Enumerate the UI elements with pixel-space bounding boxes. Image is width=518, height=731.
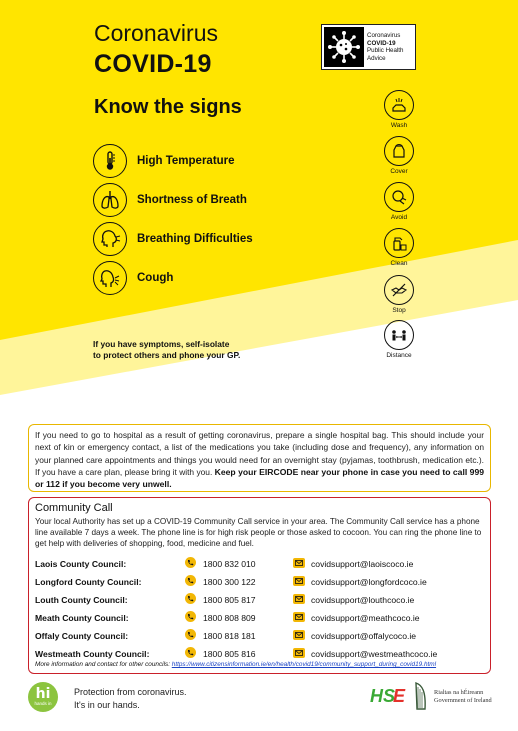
head-breathing-icon [93, 222, 127, 256]
council-email[interactable]: covidsupport@westmeathcoco.ie [311, 649, 438, 659]
sign-label: High Temperature [137, 155, 235, 167]
council-name: Louth County Council: [35, 595, 128, 605]
council-name: Meath County Council: [35, 613, 129, 623]
sign-shortness-of-breath [93, 183, 247, 217]
prevention-cover [383, 136, 415, 175]
prevention-distance [383, 320, 415, 359]
government-of-ireland-logo [414, 681, 492, 711]
gov-text [434, 689, 492, 704]
council-email[interactable]: covidsupport@louthcoco.ie [311, 595, 415, 605]
citizens-info-link[interactable]: https://www.citizensinformation.ie/en/health/covid19/community_support_during_covid19.html [171, 661, 437, 668]
page-title-line1: Coronavirus [94, 20, 218, 46]
sign-breathing-difficulties [93, 222, 253, 256]
badge-text [367, 32, 403, 62]
no-handshake-icon [384, 275, 414, 305]
prevention-stop [383, 275, 415, 314]
page-title-line2: COVID-19 [94, 50, 212, 78]
thermometer-icon [93, 144, 127, 178]
avoid-touch-icon [384, 182, 414, 212]
sign-label: Shortness of Breath [137, 194, 247, 206]
prevention-wash [383, 90, 415, 129]
badge-line2: COVID-19 [367, 39, 396, 47]
badge-line1: Coronavirus [367, 32, 401, 39]
prevention-label: Cover [390, 168, 408, 175]
svg-text:S: S [383, 686, 396, 706]
council-email[interactable]: covidsupport@meathcoco.ie [311, 613, 420, 623]
community-call-heading: Community Call [35, 502, 113, 514]
sign-high-temperature [93, 144, 235, 178]
slogan-line2: It's in our hands. [74, 699, 140, 710]
advice-line2: to protect others and phone your GP. [93, 350, 241, 360]
sign-label: Cough [137, 272, 174, 284]
email-icon [293, 558, 305, 568]
gov-line2: Government of Ireland [434, 696, 492, 704]
phone-icon [185, 629, 196, 640]
council-phone[interactable]: 1800 832 010 [203, 559, 256, 569]
council-name: Longford County Council: [35, 577, 142, 587]
hand-wash-icon [384, 90, 414, 120]
prevention-label: Stop [392, 307, 406, 314]
hse-logo [368, 680, 406, 715]
advice-line1: If you have symptoms, self-isolate [93, 339, 230, 349]
hi-logo-mark: hi [35, 686, 51, 702]
council-phone[interactable]: 1800 805 817 [203, 595, 256, 605]
email-icon [293, 612, 305, 622]
email-icon [293, 630, 305, 640]
council-row [35, 575, 485, 591]
more-info-prefix: More information and contact for other councils: [35, 661, 172, 668]
gov-line1: Rialtas na hÉireann [434, 689, 484, 696]
sign-cough [93, 261, 173, 295]
email-icon [293, 648, 305, 658]
public-health-badge [321, 24, 416, 70]
more-info [35, 661, 436, 668]
council-phone[interactable]: 1800 818 181 [203, 631, 256, 641]
cover-cough-icon [384, 136, 414, 166]
prevention-clean [383, 228, 415, 267]
phone-icon [185, 575, 196, 586]
spray-clean-icon [384, 228, 414, 258]
council-email[interactable]: covidsupport@laoiscoco.ie [311, 559, 414, 569]
harp-icon [414, 681, 428, 711]
council-phone[interactable]: 1800 300 122 [203, 577, 256, 587]
community-call-text: Your local Authority has set up a COVID-19 Community Call service in your area. The Community Call service has a phone line available 7 days a week. The phone line is for high risk people or those asked to cocoon. You can ring the phone line to get help with deliveries of shopping, food, medicine and fuel. [35, 517, 482, 548]
council-email[interactable]: covidsupport@offalycoco.ie [311, 631, 417, 641]
self-isolate-advice [93, 339, 240, 361]
council-email[interactable]: covidsupport@longfordcoco.ie [311, 577, 427, 587]
slogan-line1: Protection from coronavirus. [74, 687, 187, 697]
email-icon [293, 594, 305, 604]
phone-icon [185, 611, 196, 622]
eircode-advice: Keep your EIRCODE near your phone in case you need to call 999 or 112 if you become very unwell. [35, 466, 484, 490]
cough-icon [93, 261, 127, 295]
prevention-label: Distance [386, 352, 412, 359]
email-icon [293, 576, 305, 586]
sign-label: Breathing Difficulties [137, 233, 253, 245]
council-name: Offaly County Council: [35, 631, 129, 641]
lungs-icon [93, 183, 127, 217]
svg-text:H: H [370, 686, 383, 706]
phone-icon [185, 593, 196, 604]
badge-line3: Public Health [367, 47, 404, 54]
council-row [35, 593, 485, 609]
prevention-label: Clean [390, 260, 408, 267]
hospital-bag-box [28, 424, 491, 492]
phone-icon [185, 647, 196, 658]
prevention-label: Avoid [390, 214, 408, 221]
svg-text:E: E [393, 686, 406, 706]
council-row [35, 611, 485, 627]
signs-heading: Know the signs [94, 96, 242, 118]
hi-logo-sub: hands in [34, 701, 52, 706]
badge-line4: Advice [367, 54, 386, 62]
prevention-label: Wash [390, 122, 408, 129]
footer-slogan [74, 686, 187, 711]
virus-icon [324, 27, 364, 67]
community-call-box [28, 497, 491, 674]
council-row [35, 629, 485, 645]
phone-icon [185, 557, 196, 568]
distance-icon [384, 320, 414, 350]
council-phone[interactable]: 1800 808 809 [203, 613, 256, 623]
hospital-bag-text: If you need to go to hospital as a result of getting coronavirus, prepare a single hospital bag. This should include your next of kin or emergency contact, a list of the medications you take (including dose and frequency), any information on your planned care appointments and things you would need for an overnight stay (pyjamas, toothbrush, medication etc.). If you have a care plan, please bring it with you. [35, 430, 484, 477]
council-phone[interactable]: 1800 805 816 [203, 649, 256, 659]
council-name: Westmeath County Council: [35, 649, 150, 659]
council-row [35, 557, 485, 573]
prevention-avoid [383, 182, 415, 221]
council-name: Laois County Council: [35, 559, 127, 569]
hands-in-logo [28, 682, 58, 712]
